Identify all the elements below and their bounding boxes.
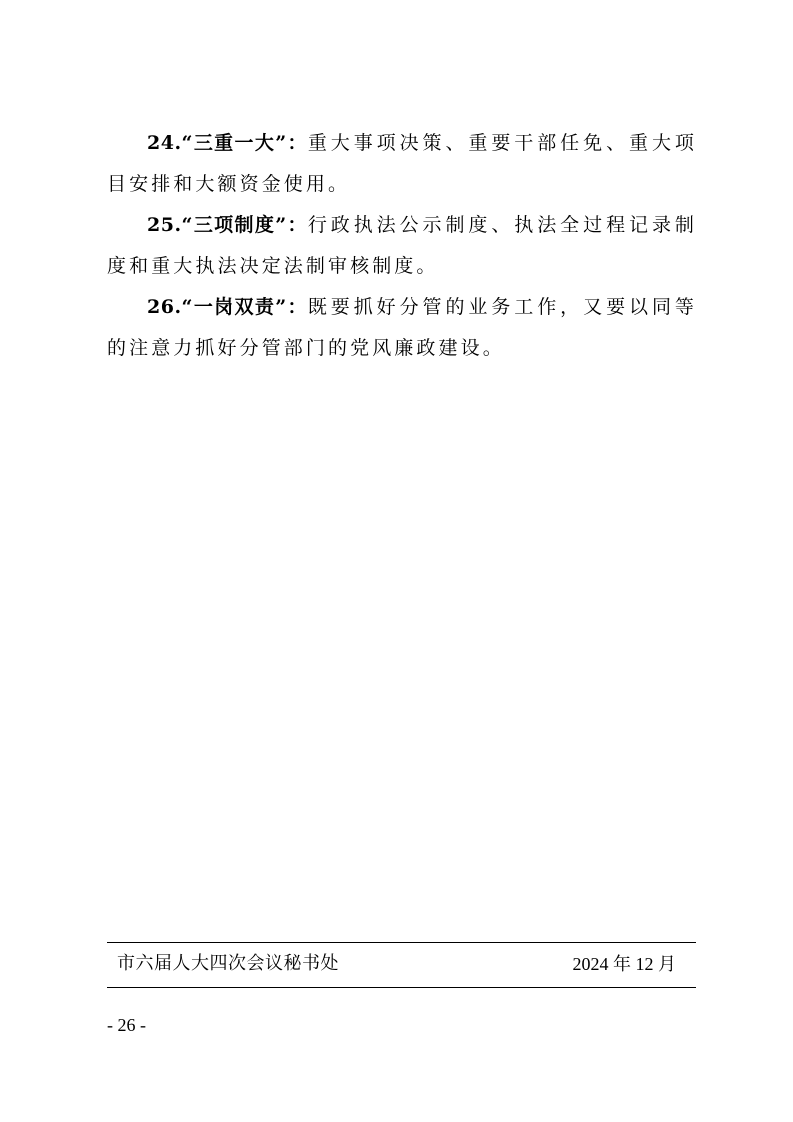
entry-definition: 既要抓好分管的业务工作，又要以同等的注意力抓好分管部门的党风廉政建设。	[107, 296, 697, 359]
glossary-entry-26	[107, 287, 697, 369]
footer-top-rule	[107, 942, 696, 943]
glossary-entry-25	[107, 205, 697, 287]
page-number: - 26 -	[107, 1015, 146, 1035]
entry-term: 26.“一岗双责”：	[147, 296, 308, 318]
entry-term: 24.“三重一大”：	[147, 132, 308, 154]
entry-definition: 重大事项决策、重要干部任免、重大项目安排和大额资金使用。	[107, 132, 697, 195]
glossary-entry-24	[107, 123, 697, 205]
footer-date: 2024 年 12 月	[572, 954, 676, 974]
footer-organization: 市六届人大四次会议秘书处	[117, 953, 339, 974]
glossary-entries	[107, 123, 697, 369]
entry-definition: 行政执法公示制度、执法全过程记录制度和重大执法决定法制审核制度。	[107, 214, 697, 277]
entry-term: 25.“三项制度”：	[147, 214, 308, 236]
footer-bottom-rule	[107, 987, 696, 988]
